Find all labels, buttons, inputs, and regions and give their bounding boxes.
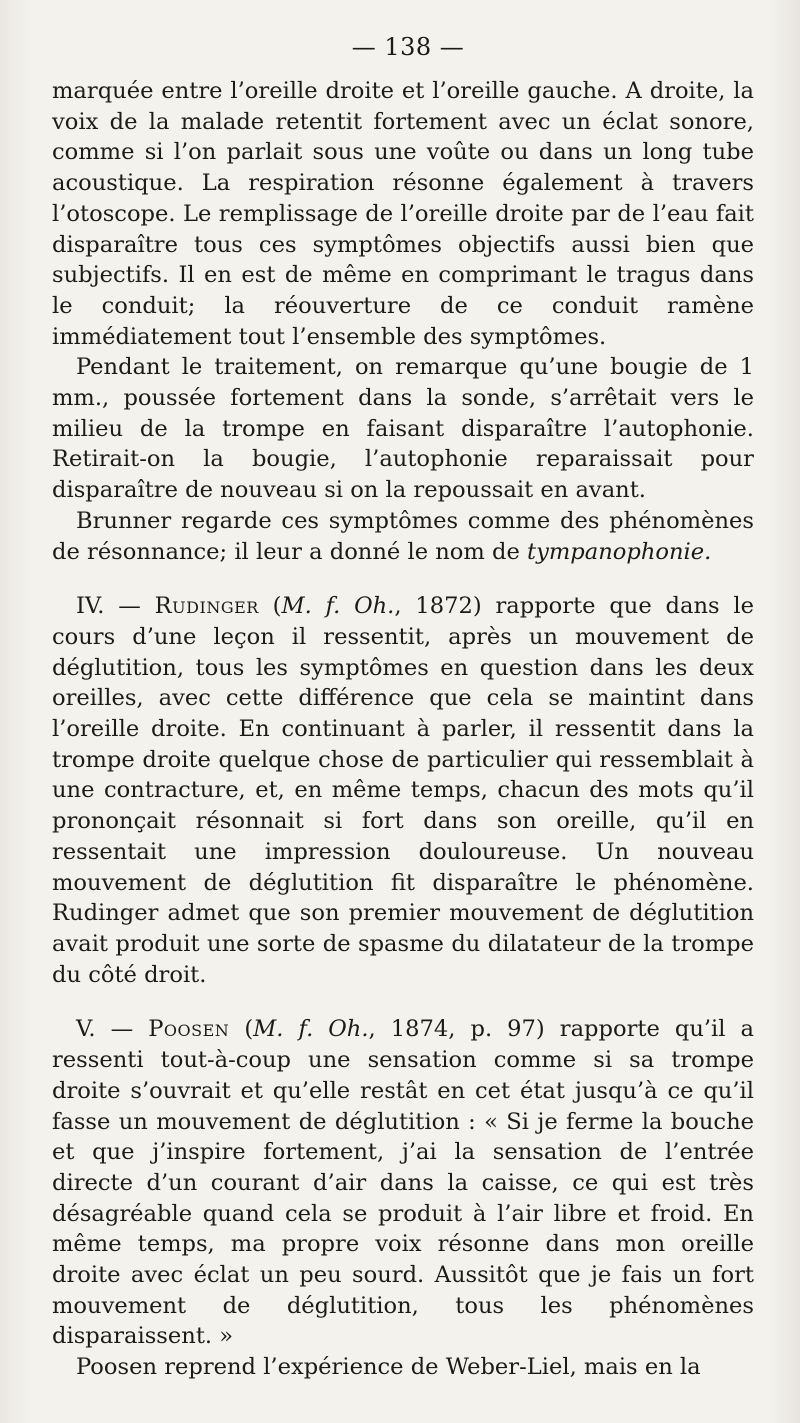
page-number: — 138 — bbox=[351, 33, 465, 61]
paragraph-continuation: marquée entre l’oreille droite et l’oreille gauche. A droite, la voix de la malade retentit fortement avec un éclat sonore, comme si l’on parlait sous une voûte ou dans un long tube acoustique. La respiration résonne également à travers l’otoscope. Le remplissage de l’oreille droite par de l’eau fait disparaître tous ces symptômes objectifs aussi bien que subjectifs. Il en est de même en comprimant le tragus dans le conduit; la réouverture de ce conduit ramène immédiatement tout l’ensemble des symptômes. bbox=[52, 78, 754, 350]
paragraph-brunner bbox=[52, 506, 754, 567]
paragraph-section-iv-text: rapporte que dans le cours d’une leçon il ressentit, après un mouvement de déglutition, tous les symptômes en question dans les deux oreilles, avec cette différence que cela se maintint dans l’oreille droite. En continuant à parler, il ressentit dans la trompe droite quelque chose de particulier qui ressemblait à une contracture, et, en même temps, chacun des mots qu’il prononçait résonnait si fort dans son oreille, qu’il en ressentait une impression douloureuse. Un nouveau mouvement de déglutition fit disparaître le phénomène. Rudinger admet que son premier mouvement de déglutition avait produit une sorte de spasme du dilatateur de la trompe du côté droit. bbox=[52, 593, 754, 988]
author-poosen: Poosen bbox=[148, 1016, 230, 1043]
paragraph-treatment: Pendant le traitement, on remarque qu’une bougie de 1 mm., poussée fortement dans la sonde, s’arrêtait vers le milieu de la trompe en faisant disparaître l’autophonie. Retirait-on la bougie, l’autophonie reparaissait pour disparaître de nouveau si on la repoussait en avant. bbox=[52, 354, 754, 504]
page-body bbox=[52, 76, 754, 1383]
citation-year-v: , 1874, p. 97) bbox=[368, 1016, 545, 1043]
paragraph-section-v bbox=[52, 1014, 754, 1352]
author-rudinger: Rudinger bbox=[154, 593, 259, 620]
citation-journal-iv: M. f. Oh. bbox=[281, 593, 395, 620]
term-tympanophonie: tympanophonie. bbox=[527, 538, 712, 565]
citation-open-v: ( bbox=[229, 1016, 254, 1043]
citation-journal-v: M. f. Oh. bbox=[253, 1016, 369, 1043]
citation-open-iv: ( bbox=[258, 593, 282, 620]
paragraph-section-v-text: rapporte qu’il a ressenti tout-à-coup une sensation comme si sa trompe droite s’ouvrait et qu’elle restât en cet état jusqu’à ce qu’il fasse un mouvement de déglutition : « Si je ferme la bouche et que j’inspire fortement, j’ai la sensation de l’entrée directe d’un courant d’air dans la caisse, ce qui est très désagréable quand cela se produit à l’air libre et froid. En même temps, ma propre voix résonne dans mon oreille droite avec éclat un peu sourd. Aussitôt que je fais un fort mouvement de déglutition, tous les phénomènes disparaissent. » bbox=[52, 1016, 755, 1350]
paragraph-section-iv bbox=[52, 591, 754, 990]
paragraph-brunner-text: Brunner regarde ces symptômes comme des phénomènes de résonnance; il leur a donné le nom de bbox=[52, 507, 754, 565]
section-numeral-iv: IV. — bbox=[76, 593, 155, 620]
section-numeral-v: V. — bbox=[76, 1016, 149, 1043]
paragraph-poosen-experience: Poosen reprend l’expérience de Weber-Liel, mais en la bbox=[76, 1354, 701, 1381]
citation-year-iv: , 1872) bbox=[394, 593, 482, 620]
